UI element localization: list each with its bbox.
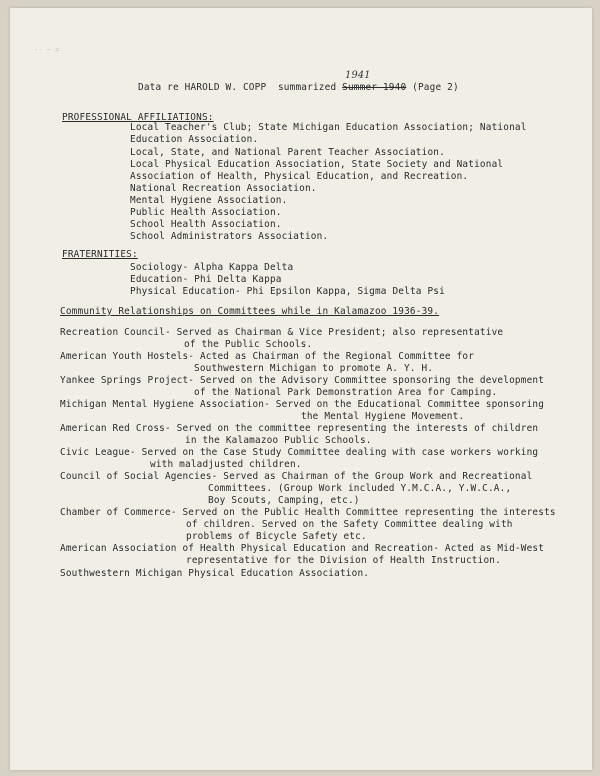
community-line: Southwestern Michigan Physical Education Association. — [60, 568, 370, 579]
section-heading-affiliations: PROFESSIONAL AFFILIATIONS: — [62, 112, 214, 123]
margin-mark: -- ~ = — [34, 46, 60, 54]
fraternity-line: Physical Education- Phi Epsilon Kappa, Sigma Delta Psi — [130, 286, 445, 297]
community-line: representative for the Division of Health Instruction. — [186, 555, 501, 566]
section-heading-community: Community Relationships on Committees while in Kalamazoo 1936-39. — [60, 306, 440, 317]
affiliation-line: Public Health Association. — [130, 207, 282, 218]
section-heading-fraternities: FRATERNITIES: — [62, 249, 138, 260]
community-line: of children. Served on the Safety Committee dealing with — [186, 519, 513, 530]
community-line: with maladjusted children. — [150, 459, 302, 470]
affiliation-line: Local Physical Education Association, State Society and National — [130, 159, 504, 170]
community-line: Michigan Mental Hygiene Association- Served on the Educational Committee sponsoring — [60, 399, 545, 410]
community-line: of the Public Schools. — [184, 339, 313, 350]
community-line: Council of Social Agencies- Served as Chairman of the Group Work and Recreational — [60, 471, 533, 482]
community-line: Southwestern Michigan to promote A. Y. H. — [194, 363, 434, 374]
handwritten-year: 1941 — [345, 70, 371, 81]
affiliation-line: National Recreation Association. — [130, 183, 317, 194]
fraternity-line: Sociology- Alpha Kappa Delta — [130, 262, 294, 273]
community-line: American Red Cross- Served on the committee representing the interests of children — [60, 423, 539, 434]
header-prefix: Data re HAROLD W. COPP summarized — [138, 82, 343, 93]
community-line: American Association of Health Physical Education and Recreation- Acted as Mid-West — [60, 543, 545, 554]
affiliation-line: Local, State, and National Parent Teacher Association. — [130, 147, 445, 158]
community-line: in the Kalamazoo Public Schools. — [185, 435, 372, 446]
header-page-label: (Page 2) — [406, 82, 459, 93]
affiliation-line: School Health Association. — [130, 219, 282, 230]
community-line: Civic League- Served on the Case Study Committee dealing with case workers working — [60, 447, 539, 458]
community-line: Boy Scouts, Camping, etc.) — [208, 495, 360, 506]
affiliation-line: Education Association. — [130, 134, 259, 145]
affiliation-line: Association of Health, Physical Education, and Recreation. — [130, 171, 469, 182]
community-line: Recreation Council- Served as Chairman & Vice President; also representative — [60, 327, 504, 338]
community-line: problems of Bicycle Safety etc. — [186, 531, 367, 542]
community-line: Chamber of Commerce- Served on the Public Health Committee representing the interests — [60, 507, 556, 518]
community-line: Committees. (Group Work included Y.M.C.A., Y.W.C.A., — [208, 483, 512, 494]
community-line: the Mental Hygiene Movement. — [301, 411, 465, 422]
affiliation-line: Local Teacher's Club; State Michigan Education Association; National — [130, 122, 527, 133]
community-line: Yankee Springs Project- Served on the Advisory Committee sponsoring the development — [60, 375, 545, 386]
fraternity-line: Education- Phi Delta Kappa — [130, 274, 282, 285]
header-struck-date: Summer 1940 — [342, 82, 407, 93]
document-page — [10, 8, 592, 770]
community-line: of the National Park Demonstration Area for Camping. — [194, 387, 498, 398]
page-header — [138, 82, 459, 94]
affiliation-line: School Administrators Association. — [130, 231, 329, 242]
community-line: American Youth Hostels- Acted as Chairman of the Regional Committee for — [60, 351, 475, 362]
affiliation-line: Mental Hygiene Association. — [130, 195, 288, 206]
